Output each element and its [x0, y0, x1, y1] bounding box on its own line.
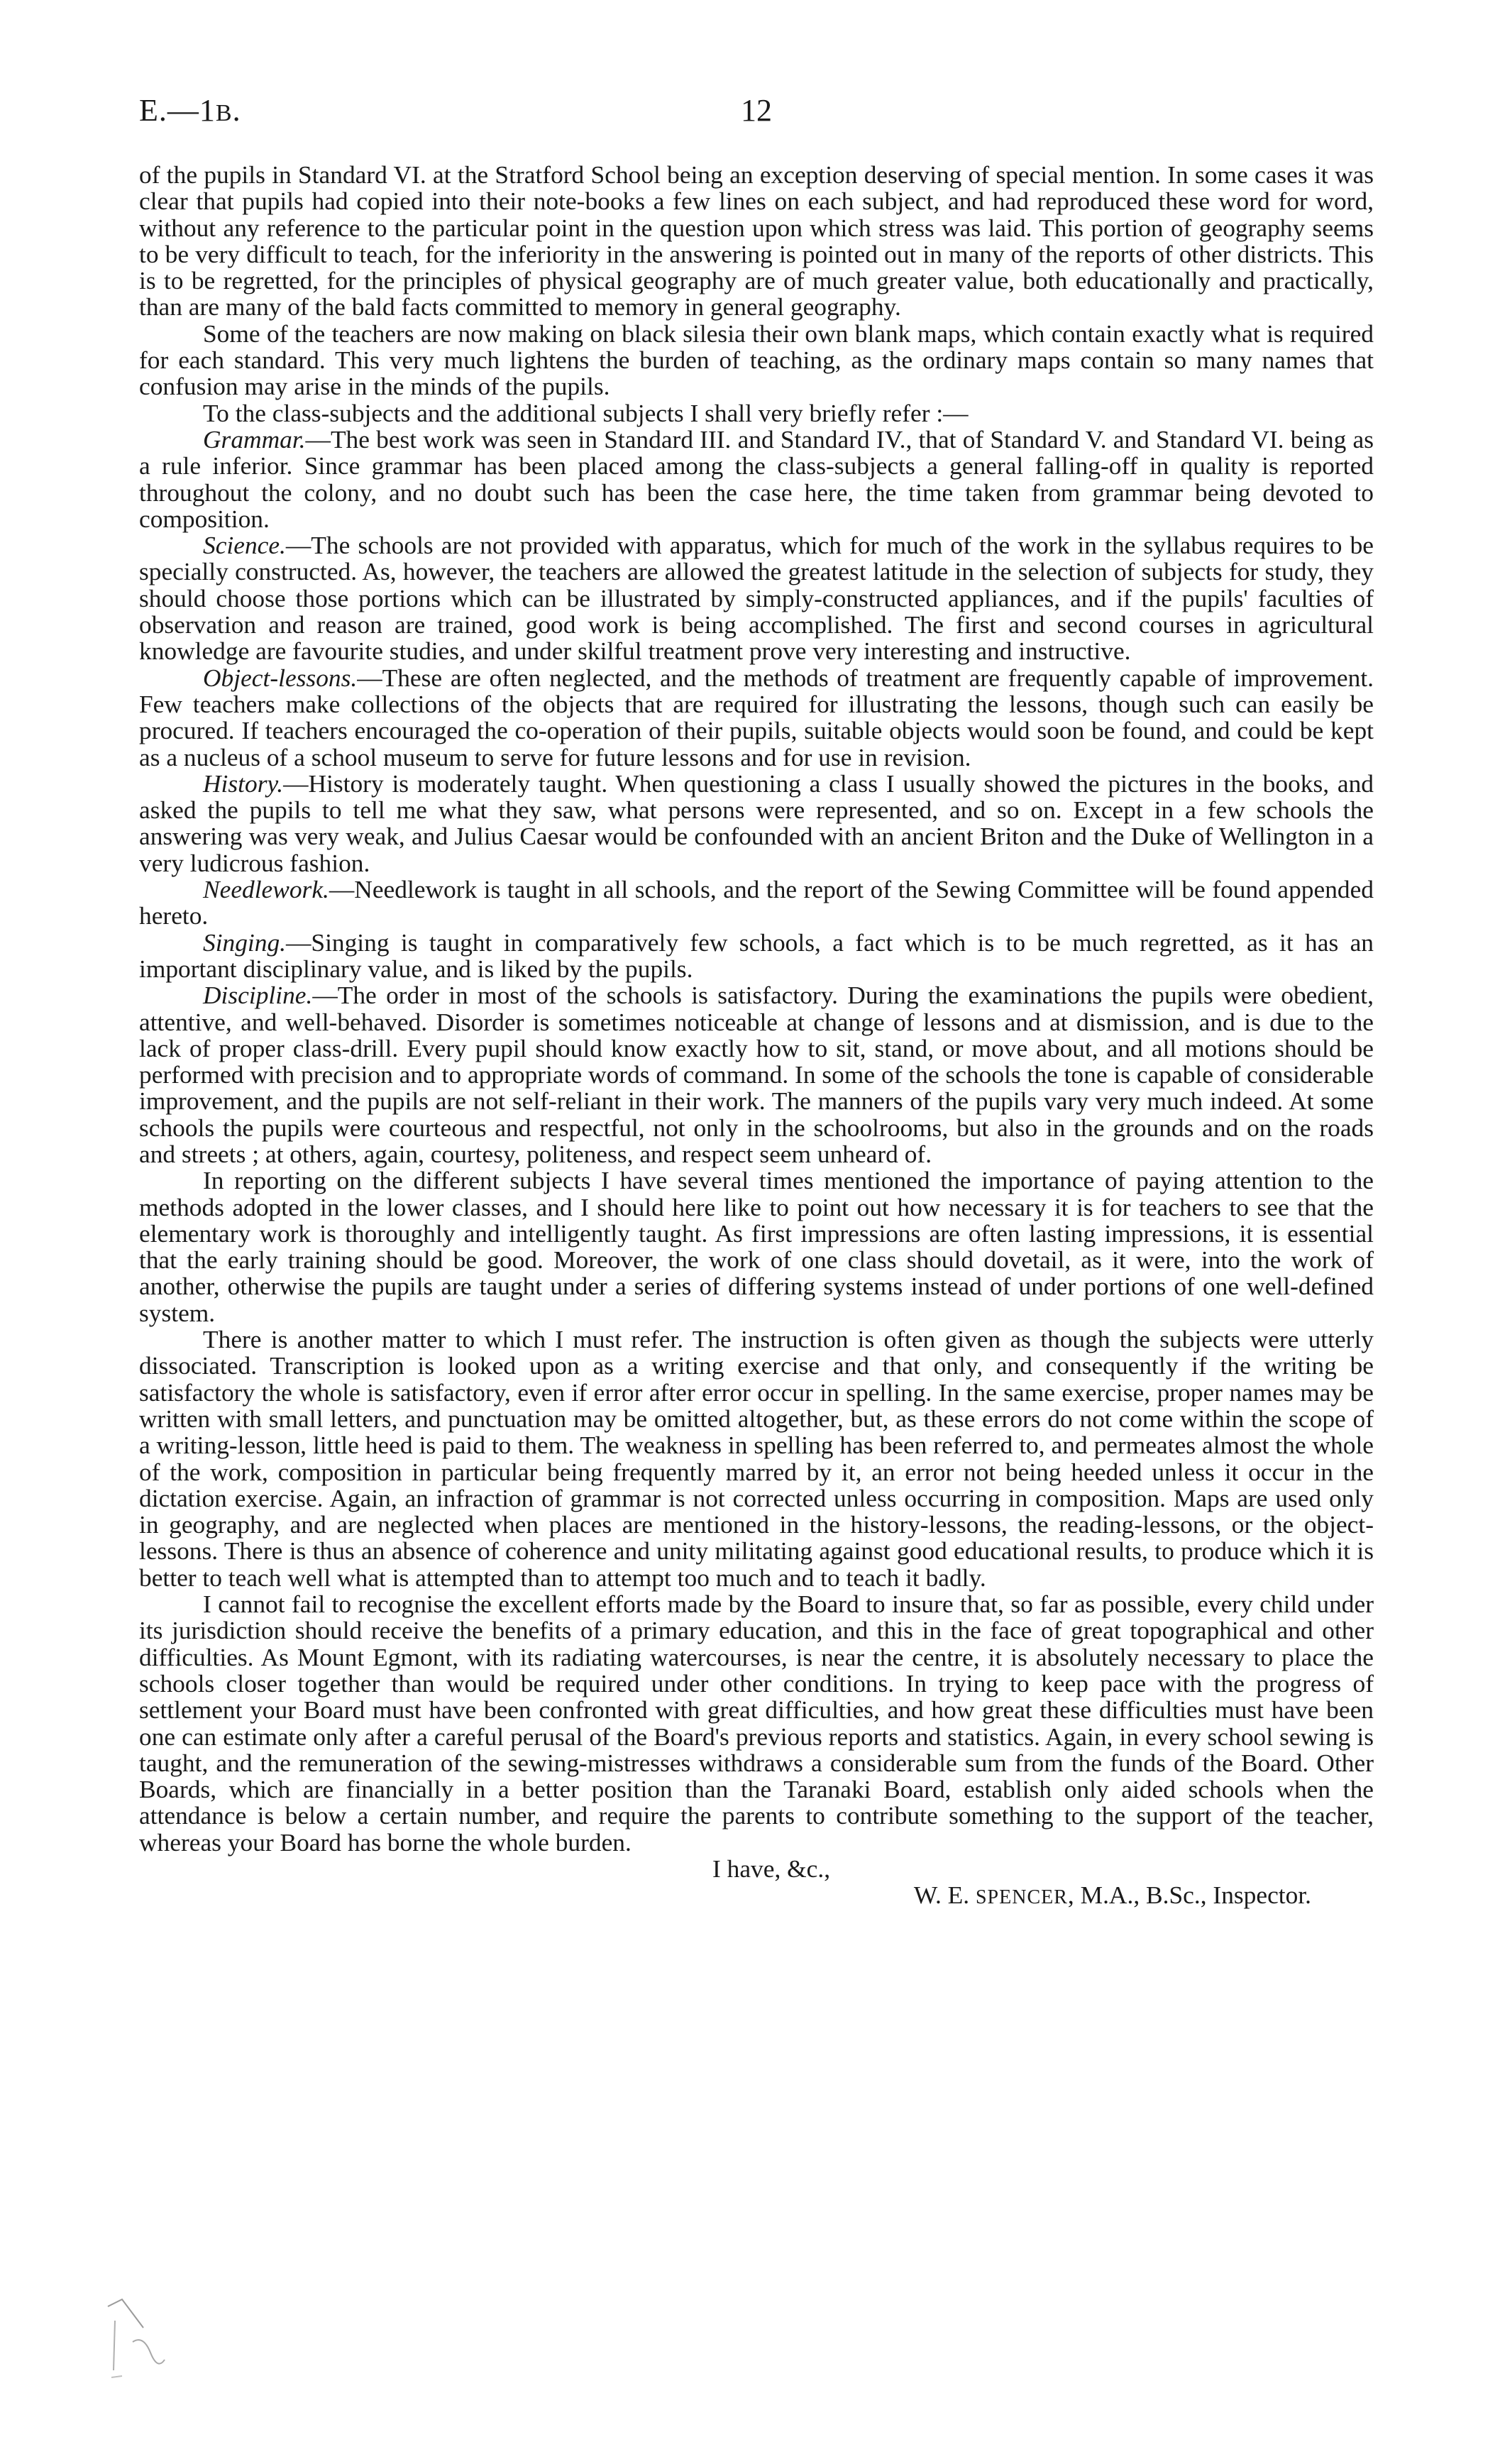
reference-end: .: [232, 93, 241, 128]
subject-grammar: [139, 424, 1374, 533]
page-number: 12: [741, 93, 772, 128]
subject-text: —The schools are not provided with apparatus, which for much of the work in the syllabus requires to be specially constructed. As, however, the teachers are allowed the greatest latitude in the selection of subjects for study, they should choose those portions which can be illustrated by simply-constructed appliances, and if the pupils' faculties of observation and reason are trained, good work is being accomplished. The first and second courses in agricultural knowledge are favourite studies, and under skilful treatment prove very interesting and instructive.: [139, 531, 1374, 666]
subject-history: [139, 771, 1374, 876]
signature-initials: W. E.: [913, 1881, 976, 1910]
subject-label: Grammar.: [203, 424, 306, 453]
subject-science: [139, 532, 1374, 664]
subject-label: Needlework.: [203, 875, 329, 904]
letter-closing: [139, 1856, 1374, 1911]
signature-credentials: , M.A., B.Sc., Inspector.: [1067, 1881, 1311, 1910]
paragraph: There is another matter to which I must refer. The instruction is often given as though the subjects were utterly dissociated. Transcription is looked upon as a writing exercise and that only, and consequently if the writing be satisfactory the whole is satisfactory, even if error after error occur in spelling. In the same exercise, proper names may be written with small letters, and punctuation may be omitted altogether, but, as these errors do not come within the scope of a writing-lesson, little heed is paid to them. The weakness in spelling has been referred to, and permeates almost the whole of the work, composition in particular being frequently marred by it, an error not being heeded unless it occur in the dictation exercise. Again, an infraction of grammar is not corrected unless occurring in composition. Maps are used only in geography, and are neglected when places are mentioned in the history-lessons, the reading-lessons, or the object-lessons. There is thus an absence of coherence and unity militating against good educational results, to produce which it is better to teach well what is attempted than to attempt too much and to teach it badly.: [139, 1325, 1374, 1592]
subject-discipline: [139, 982, 1374, 1167]
page-header: [139, 84, 1374, 133]
subject-text: —Needlework is taught in all schools, and the report of the Sewing Committee will be found appended hereto.: [139, 875, 1374, 930]
subject-text: —History is moderately taught. When questioning a class I usually showed the pictures in the books, and asked the pupils to tell me what they saw, what persons were represented, and so on. Except in a few schools the answering was very weak, and Julius Caesar would be confounded with an ancient Briton and the Duke of Wellington in a very ludicrous fashion.: [139, 769, 1374, 877]
signature-name: SPENCER: [975, 1886, 1068, 1909]
subject-text: —These are often neglected, and the methods of treatment are frequently capable of improvement. Few teachers make collections of the objects that are required for illustrating the lessons, though such can easily be procured. If teachers encouraged the co-operation of their pupils, suitable objects would soon be found, and could be kept as a nucleus of a school museum to serve for future lessons and for use in revision.: [139, 663, 1374, 771]
faint-stamp-mark: [94, 2292, 200, 2392]
subject-text: —Singing is taught in comparatively few schools, a fact which is to be much regretted, as it has an important disciplinary value, and is liked by the pupils.: [139, 928, 1374, 983]
subject-label: History.: [203, 769, 284, 798]
subject-text: —The order in most of the schools is satisfactory. During the examinations the pupils were obedient, attentive, and well-behaved. Disorder is sometimes noticeable at change of lessons and at dismission, and is due to the lack of proper class-drill. Every pupil should know exactly how to sit, stand, or move about, and all motions should be performed with precision and to appropriate words of command. In some of the schools the tone is capable of considerable improvement, and the pupils are not self-reliant in their work. The manners of the pupils vary very much indeed. At some schools the pupils were courteous and respectful, not only in the schoolrooms, but also in the grounds and on the roads and streets ; at others, again, courtesy, politeness, and respect seem unheard of.: [139, 981, 1374, 1168]
paragraph: To the class-subjects and the additional subjects I shall very briefly refer :—: [203, 398, 969, 427]
paragraph: Some of the teachers are now making on black silesia their own blank maps, which contain exactly what is required for each standard. This very much lightens the burden of teaching, as the ordinary maps contain so many names that confusion may arise in the minds of the pupils.: [139, 319, 1374, 401]
subject-object-lessons: [139, 665, 1374, 771]
paragraph: In reporting on the different subjects I have several times mentioned the importance of paying attention to the methods adopted in the lower classes, and I should here like to point out how necessary it is for teachers to see that the elementary work is thoroughly and intelligently taught. As first impressions are often lasting impressions, it is essential that the early training should be good. Moreover, the work of one class should dovetail, as it were, into the work of another, otherwise the pupils are taught under a series of differing systems instead of under portions of one well-defined system.: [139, 1166, 1374, 1327]
signature: [139, 1882, 1374, 1910]
subject-singing: [139, 930, 1374, 983]
subject-needlework: [139, 876, 1374, 930]
reference-suffix: B: [215, 100, 233, 126]
subject-label: Object-lessons.: [203, 663, 358, 692]
body-text: [139, 162, 1374, 1911]
subject-text: —The best work was seen in Standard III. and Standard IV., that of Standard V. and Standard VI. being as a rule inferior. Since grammar has been placed among the class-subjects a general falling-off in quality is reported throughout the colony, and no doubt such has been the case here, the time taken from grammar being devoted to composition.: [139, 424, 1374, 533]
paragraph: of the pupils in Standard VI. at the Stratford School being an exception deserving of special mention. In some cases it was clear that pupils had copied into their note-books a few lines on each subject, and had reproduced these word for word, without any reference to the particular point in the question upon which stress was laid. This portion of geography seems to be very difficult to teach, for the inferiority in the answering is pointed out in many of the reports of other districts. This is to be regretted, for the principles of physical geography are of much greater value, both educationally and practically, than are many of the bald facts committed to memory in general geography.: [139, 160, 1374, 321]
subject-label: Science.: [203, 531, 286, 560]
reference-prefix: E.—1: [139, 93, 216, 128]
salutation: I have, &c.,: [712, 1854, 831, 1883]
paragraph: I cannot fail to recognise the excellent efforts made by the Board to insure that, so far as possible, every child under its jurisdiction should receive the benefits of a primary education, and this in the face of great topographical and other difficulties. As Mount Egmont, with its radiating watercourses, is near the centre, it is absolutely necessary to place the schools closer together than would be required under other conditions. In trying to keep pace with the progress of settlement your Board must have been confronted with great difficulties, and how great these difficulties must have been one can estimate only after a careful perusal of the Board's previous reports and statistics. Again, in every school sewing is taught, and the remuneration of the sewing-mistresses withdraws a considerable sum from the funds of the Board. Other Boards, which are financially in a better position than the Taranaki Board, establish only aided schools when the attendance is below a certain number, and require the parents to contribute something to the support of the teacher, whereas your Board has borne the whole burden.: [139, 1590, 1374, 1857]
subject-label: Discipline.: [203, 981, 313, 1010]
subject-label: Singing.: [203, 928, 286, 957]
